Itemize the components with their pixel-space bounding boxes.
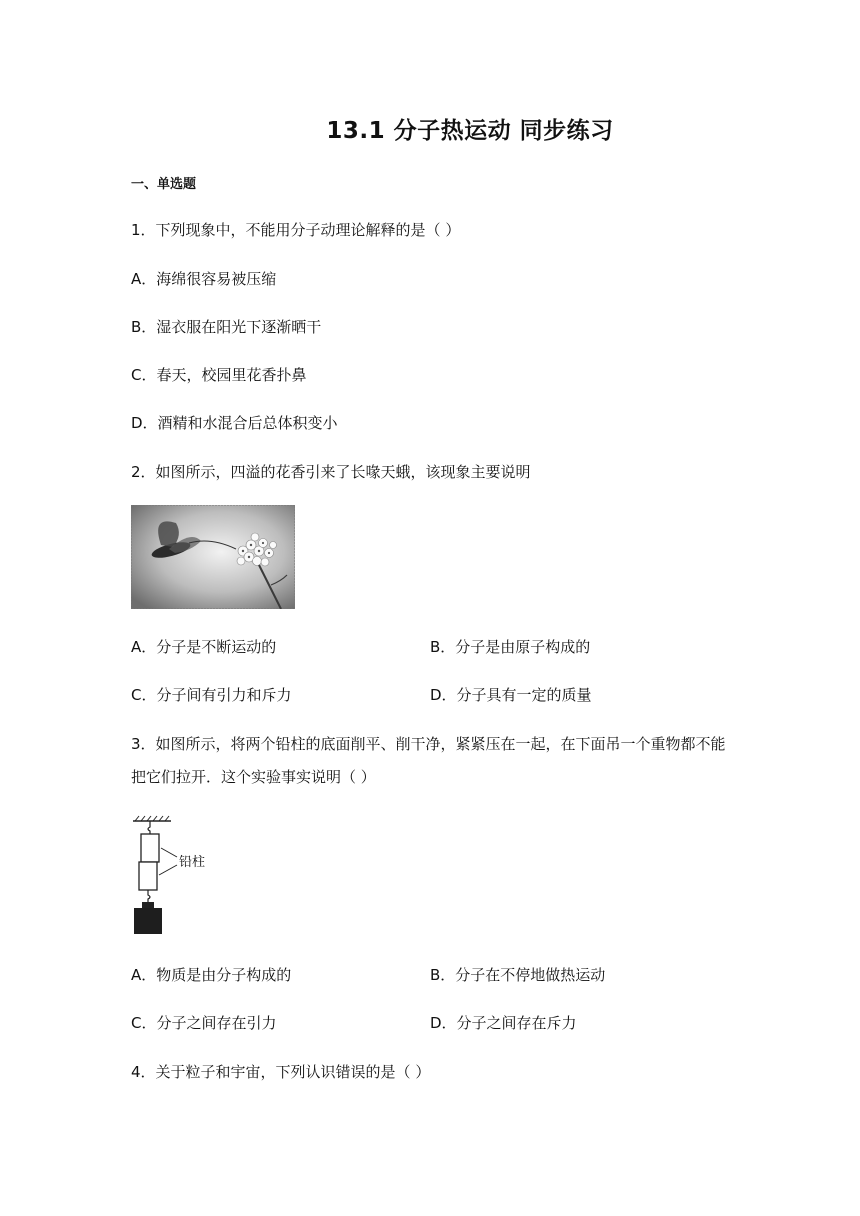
question-2-option-b: B．分子是由原子构成的 xyxy=(430,638,591,656)
question-4-stem: 4．关于粒子和宇宙，下列认识错误的是（ ） xyxy=(131,1063,431,1081)
question-2-option-c: C．分子间有引力和斥力 xyxy=(131,686,292,704)
lead-cylinders-figure xyxy=(131,815,211,937)
question-1-option-b: B．湿衣服在阳光下逐渐晒干 xyxy=(131,318,322,336)
question-3-option-b: B．分子在不停地做热运动 xyxy=(430,966,606,984)
hawkmoth-flower-photo xyxy=(131,505,295,609)
page-title: 13.1 分子热运动 同步练习 xyxy=(326,118,614,144)
question-3-option-d: D．分子之间存在斥力 xyxy=(430,1014,577,1032)
question-2-stem: 2．如图所示，四溢的花香引来了长喙天蛾，该现象主要说明 xyxy=(131,463,531,481)
question-3-stem-line-1: 3．如图所示，将两个铅柱的底面削平、削干净，紧紧压在一起，在下面吊一个重物都不能 xyxy=(131,735,726,753)
question-2-option-a: A．分子是不断运动的 xyxy=(131,638,277,656)
question-3-stem-line-2: 把它们拉开．这个实验事实说明（ ） xyxy=(131,768,376,786)
question-2-option-d: D．分子具有一定的质量 xyxy=(430,686,592,704)
section-heading: 一、单选题 xyxy=(131,177,197,192)
lead-cylinder-label: 铅柱 xyxy=(179,855,206,870)
question-1-stem: 1．下列现象中，不能用分子动理论解释的是（ ） xyxy=(131,221,461,239)
question-1-option-a: A．海绵很容易被压缩 xyxy=(131,270,277,288)
question-3-option-a: A．物质是由分子构成的 xyxy=(131,966,292,984)
question-3-option-c: C．分子之间存在引力 xyxy=(131,1014,277,1032)
question-1-option-c: C．春天，校园里花香扑鼻 xyxy=(131,366,307,384)
question-1-option-d: D．酒精和水混合后总体积变小 xyxy=(131,414,338,432)
